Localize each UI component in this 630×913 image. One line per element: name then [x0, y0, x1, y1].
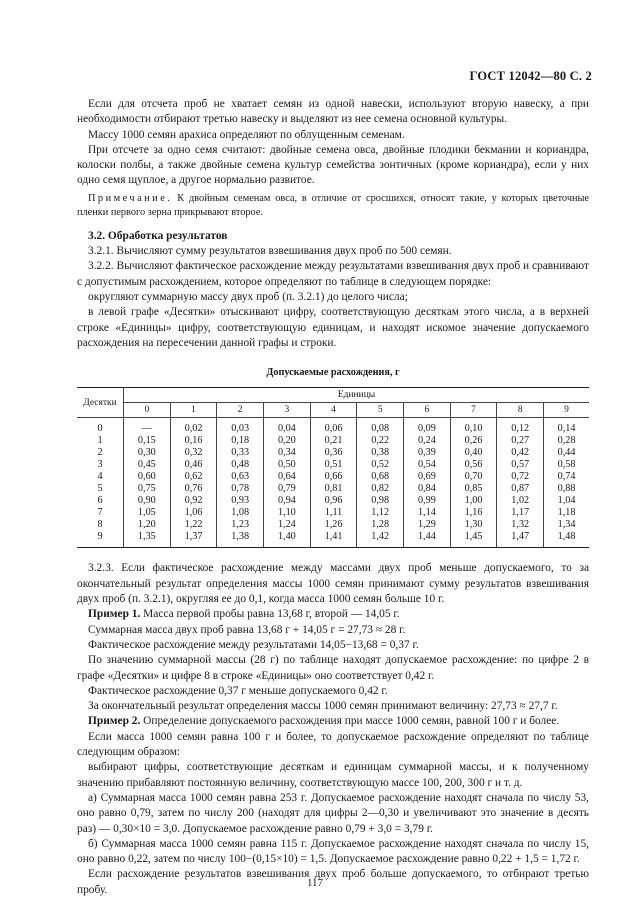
tolerance-table: [77, 387, 589, 548]
example-1-result: За окончательный результат определения массы 1000 семян принимают величину: 27,73 ≈ 27,7 г.: [88, 700, 558, 713]
example-1-difference: Фактическое расхождение между результатами 14,05−13,68 = 0,37 г.: [88, 638, 419, 651]
value-cell: 0,03: [217, 418, 264, 436]
value-cell: 0,72: [497, 471, 544, 483]
value-cell: 0,68: [357, 471, 404, 483]
table-row: [77, 459, 589, 471]
value-cell: 0,46: [170, 459, 217, 471]
value-cell: 0,45: [124, 459, 171, 471]
value-cell: 1,42: [357, 531, 404, 548]
value-cell: 0,09: [404, 418, 451, 436]
value-cell: 1,48: [544, 531, 589, 548]
unit-header-cell: 4: [310, 403, 357, 418]
value-cell: 0,08: [357, 418, 404, 436]
value-cell: 0,02: [170, 418, 217, 436]
unit-header-cell: 5: [357, 403, 404, 418]
value-cell: 0,92: [170, 495, 217, 507]
table-title: Допускаемые расхождения, г: [266, 367, 400, 379]
value-cell: 0,21: [310, 435, 357, 447]
tens-cell: 0: [77, 418, 124, 436]
value-cell: 1,41: [310, 531, 357, 548]
example-2-title: [77, 714, 589, 729]
table-row: [77, 447, 589, 459]
value-cell: 0,87: [497, 483, 544, 495]
example-2-case-b: б) Суммарная масса 1000 семян равна 115 г. Допускаемое расхождение находят сначала по числу 15, оно равно 0,22, затем по числу 100−(0,15×10) = 1,5. Допускаемое расхождение равно 0,22 + 1,5 = 1,72 г.: [77, 837, 589, 866]
value-cell: 0,99: [404, 495, 451, 507]
example-1-title: [77, 607, 589, 622]
value-cell: 0,38: [357, 447, 404, 459]
value-cell: 0,18: [217, 435, 264, 447]
value-cell: 1,12: [357, 507, 404, 519]
value-cell: 0,70: [450, 471, 497, 483]
value-cell: 0,90: [124, 495, 171, 507]
value-cell: —: [124, 418, 171, 436]
example-1-compare: Фактическое расхождение 0,37 г меньше допускаемого 0,42 г.: [88, 684, 388, 697]
value-cell: 0,28: [544, 435, 589, 447]
example-2-method: выбирают цифры, соответствующие десяткам и единицам суммарной массы, и к полученному значению прибавляют постоянную величину, соответствующую массе 100, 200, 300 г и т. д.: [77, 761, 589, 789]
value-cell: 0,93: [217, 495, 264, 507]
value-cell: 1,28: [357, 519, 404, 531]
value-cell: 1,11: [310, 507, 357, 519]
unit-header-cell: 9: [544, 403, 589, 418]
closing-paragraph: Если расхождение результатов взвешивания двух проб больше допускаемого, то отбирают третью пробу.: [77, 868, 589, 896]
value-cell: 0,16: [170, 435, 217, 447]
value-cell: 1,02: [497, 495, 544, 507]
column-header-units: Единицы: [124, 388, 590, 403]
value-cell: 0,82: [357, 483, 404, 495]
value-cell: 0,36: [310, 447, 357, 459]
value-cell: 0,48: [217, 459, 264, 471]
value-cell: 1,47: [497, 531, 544, 548]
value-cell: 0,32: [170, 447, 217, 459]
value-cell: 0,63: [217, 471, 264, 483]
value-cell: 0,88: [544, 483, 589, 495]
value-cell: 1,29: [404, 519, 451, 531]
value-cell: 0,76: [170, 483, 217, 495]
value-cell: 0,79: [264, 483, 311, 495]
document-header: ГОСТ 12042—80 С. 2: [469, 69, 592, 83]
paragraph-single-seed: При отсчете за одно семя считают: двойные семена овса, двойные плодики бекмании и кориандра, колоски полбы, а также двойные семена культур семейства зонтичных (кроме кориандра), если у них одно семя щуплое, а другое нормально развитое.: [77, 143, 589, 187]
value-cell: 0,58: [544, 459, 589, 471]
value-cell: 0,74: [544, 471, 589, 483]
table-row: [77, 418, 589, 436]
value-cell: 1,06: [170, 507, 217, 519]
value-cell: 0,52: [357, 459, 404, 471]
value-cell: 1,26: [310, 519, 357, 531]
example-2-rule: Если масса 1000 семян равна 100 г и более, то допускаемое расхождение определяют по таблице следующим образом:: [77, 730, 589, 759]
tens-cell: 5: [77, 483, 124, 495]
note-label: Примечание.: [88, 192, 173, 204]
value-cell: 0,50: [264, 459, 311, 471]
value-cell: 1,04: [544, 495, 589, 507]
section-title: 3.2. Обработка результатов: [88, 229, 228, 242]
value-cell: 1,14: [404, 507, 451, 519]
tens-cell: 8: [77, 519, 124, 531]
value-cell: 0,56: [450, 459, 497, 471]
value-cell: 1,16: [450, 507, 497, 519]
table-row: [77, 471, 589, 483]
table-row: [77, 507, 589, 519]
tens-cell: 6: [77, 495, 124, 507]
value-cell: 0,44: [544, 447, 589, 459]
paragraph-peanut: Массу 1000 семян арахиса определяют по облущенным семенам.: [88, 128, 405, 141]
value-cell: 0,96: [310, 495, 357, 507]
unit-header-cell: 2: [217, 403, 264, 418]
value-cell: 1,38: [217, 531, 264, 548]
value-cell: 0,33: [217, 447, 264, 459]
note-text: К двойным семенам овса, в отличие от сросшихся, относят такие, у которых цветочные пленки первого зерна прикрывают второе.: [77, 192, 589, 218]
units-header-row: [77, 403, 589, 418]
table-row: [77, 495, 589, 507]
value-cell: 1,44: [404, 531, 451, 548]
value-cell: 1,05: [124, 507, 171, 519]
value-cell: 0,57: [497, 459, 544, 471]
clause-3-2-2: 3.2.2. Вычисляют фактическое расхождение между результатами взвешивания двух проб и сравнивают с допустимым расхождением, которое определяют по таблице в следующем порядке:: [77, 260, 589, 288]
value-cell: 1,08: [217, 507, 264, 519]
unit-header-cell: 7: [450, 403, 497, 418]
unit-header-cell: 8: [497, 403, 544, 418]
tens-cell: 4: [77, 471, 124, 483]
value-cell: 0,34: [264, 447, 311, 459]
paragraph-sample-count: Если для отсчета проб не хватает семян из одной навески, используют вторую навеску, а при необходимости отбирают третью навеску и выделяют из нее семена основной культуры.: [77, 98, 589, 126]
example-1-label: Пример 1.: [88, 608, 141, 621]
value-cell: 0,60: [124, 471, 171, 483]
example-1-lookup: По значению суммарной массы (28 г) по таблице находят допускаемое расхождение: по цифре 2 в графе «Десятки» и цифре 8 в строке «Единицы» оно соответствует 0,42 г.: [77, 654, 589, 682]
value-cell: 1,22: [170, 519, 217, 531]
clause-3-2-3: 3.2.3. Если фактическое расхождение между массами двух проб меньше допускаемого, то за окончательный результат определения массы 1000 семян принимают сумму результатов взвешивания двух проб (п. 3.2.1), округляя ее до 0,1, когда масса 1000 семян больше 10 г.: [77, 562, 589, 606]
clause-3-2-2-step-round: округляют суммарную массу двух проб (п. 3.2.1) до целого числа;: [88, 290, 408, 303]
unit-header-cell: 1: [170, 403, 217, 418]
value-cell: 0,15: [124, 435, 171, 447]
value-cell: 0,10: [450, 418, 497, 436]
example-2-text: Определение допускаемого расхождения при массе 1000 семян, равной 100 г и более.: [140, 715, 560, 728]
value-cell: 1,23: [217, 519, 264, 531]
value-cell: 1,30: [450, 519, 497, 531]
value-cell: 0,64: [264, 471, 311, 483]
value-cell: 1,18: [544, 507, 589, 519]
clause-3-2-1: 3.2.1. Вычисляют сумму результатов взвешивания двух проб по 500 семян.: [88, 245, 452, 258]
value-cell: 0,66: [310, 471, 357, 483]
tens-cell: 7: [77, 507, 124, 519]
value-cell: 0,94: [264, 495, 311, 507]
value-cell: 1,34: [544, 519, 589, 531]
value-cell: 0,98: [357, 495, 404, 507]
value-cell: 0,85: [450, 483, 497, 495]
value-cell: 0,42: [497, 447, 544, 459]
value-cell: 1,37: [170, 531, 217, 548]
value-cell: 0,04: [264, 418, 311, 436]
value-cell: 0,24: [404, 435, 451, 447]
tens-cell: 9: [77, 531, 124, 548]
table-row: [77, 435, 589, 447]
value-cell: 0,27: [497, 435, 544, 447]
value-cell: 0,84: [404, 483, 451, 495]
value-cell: 0,75: [124, 483, 171, 495]
tens-cell: 3: [77, 459, 124, 471]
tens-cell: 1: [77, 435, 124, 447]
page-number: 117: [306, 877, 324, 889]
tens-cell: 2: [77, 447, 124, 459]
example-1-text: Масса первой пробы равна 13,68 г, второй — 14,05 г.: [140, 608, 400, 621]
value-cell: 1,45: [450, 531, 497, 548]
table-row: [77, 483, 589, 495]
value-cell: 0,22: [357, 435, 404, 447]
example-1-sum: Суммарная масса двух проб равна 13,68 г + 14,05 г = 27,73 ≈ 28 г.: [88, 623, 406, 636]
value-cell: 1,00: [450, 495, 497, 507]
value-cell: 0,54: [404, 459, 451, 471]
value-cell: 0,69: [404, 471, 451, 483]
value-cell: 0,78: [217, 483, 264, 495]
value-cell: 0,26: [450, 435, 497, 447]
value-cell: 1,40: [264, 531, 311, 548]
table-row: [77, 519, 589, 531]
value-cell: 0,06: [310, 418, 357, 436]
value-cell: 1,20: [124, 519, 171, 531]
table-row: [77, 531, 589, 548]
example-2-case-a: а) Суммарная масса 1000 семян равна 253 г. Допускаемое расхождение находят сначала по числу 53, оно равно 0,79, затем по числу 200 (находят для цифры 2—0,30 и увеличивают это значение в десять раз) — 0,30×10 = 3,0. Допускаемое расхождение равно 0,79 + 3,0 = 3,79 г.: [77, 791, 589, 835]
value-cell: 0,30: [124, 447, 171, 459]
value-cell: 1,24: [264, 519, 311, 531]
value-cell: 0,14: [544, 418, 589, 436]
value-cell: 0,40: [450, 447, 497, 459]
unit-header-cell: 3: [264, 403, 311, 418]
value-cell: 1,17: [497, 507, 544, 519]
value-cell: 0,12: [497, 418, 544, 436]
value-cell: 0,62: [170, 471, 217, 483]
value-cell: 0,51: [310, 459, 357, 471]
value-cell: 0,81: [310, 483, 357, 495]
value-cell: 0,20: [264, 435, 311, 447]
clause-3-2-2-step-lookup: в левой графе «Десятки» отыскивают цифру, соответствующую десяткам этого числа, а в верхней строке «Единицы» цифру, соответствующую единицам, и находят искомое значение допускаемого расхождения на пересечении данной графы и строки.: [77, 306, 589, 349]
value-cell: 1,32: [497, 519, 544, 531]
value-cell: 1,10: [264, 507, 311, 519]
example-2-label: Пример 2.: [88, 715, 141, 728]
note: [77, 192, 589, 220]
value-cell: 1,35: [124, 531, 171, 548]
unit-header-cell: 0: [124, 403, 171, 418]
value-cell: 0,39: [404, 447, 451, 459]
after-table: [77, 561, 589, 898]
document-body: [77, 97, 589, 898]
unit-header-cell: 6: [404, 403, 451, 418]
table-body: [77, 418, 589, 548]
column-header-tens: Десятки: [77, 388, 124, 418]
